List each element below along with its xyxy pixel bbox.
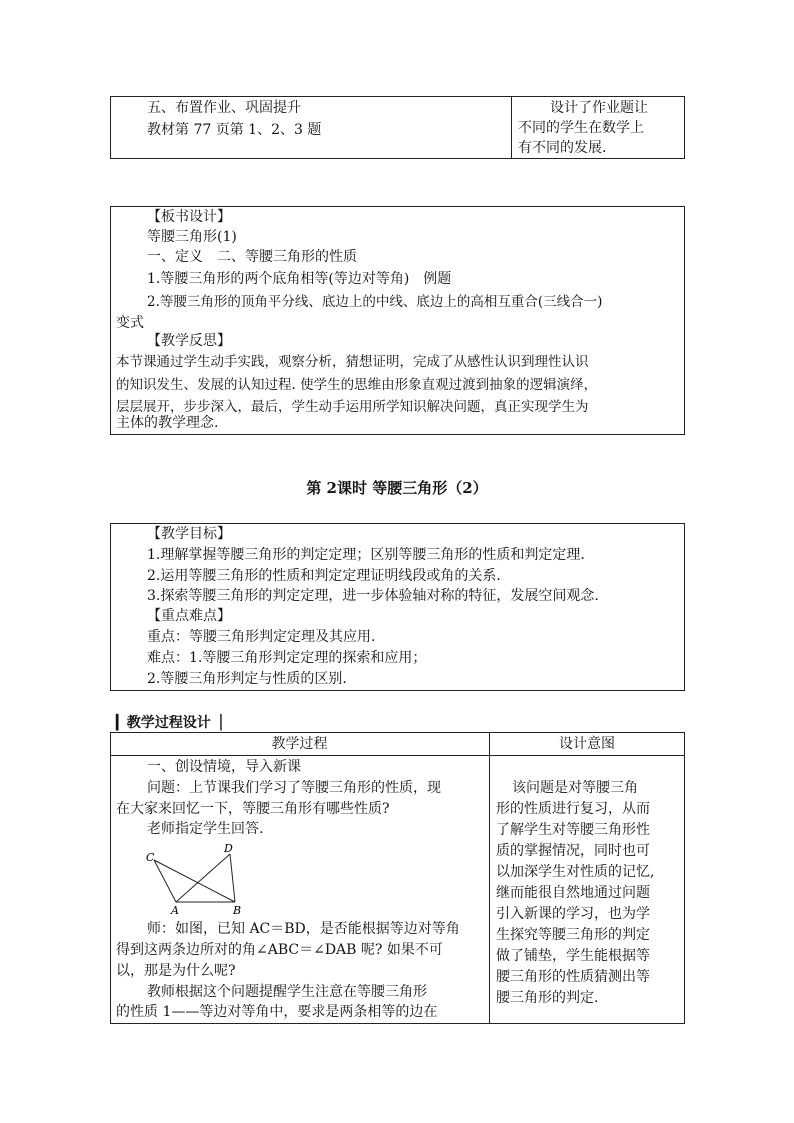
segment-cb xyxy=(154,860,235,902)
process-discussion-2: 得到这两条边所对的角∠ABC＝∠DAB 呢? 如果不可 xyxy=(116,942,443,958)
intent-line-5: 以加深学生对性质的记忆, xyxy=(496,864,655,880)
process-discussion-1: 师：如图，已知 AC＝BD，是否能根据等边对等角 xyxy=(147,921,460,937)
homework-textbook-ref: 教材第 77 页第 1、2、3 题 xyxy=(147,122,322,138)
intent-line-8: 生探究等腰三角形的判定 xyxy=(496,927,650,943)
homework-intent-line-1: 设计了作业题让 xyxy=(550,100,648,116)
intent-line-11: 腰三角形的判定. xyxy=(496,990,599,1006)
reflection-text-4: 主体的教学理念. xyxy=(116,415,219,431)
objective-2: 2.运用等腰三角形的性质和判定定理证明线段或角的关系. xyxy=(147,568,501,584)
intent-line-7: 引入新课的学习，也为学 xyxy=(496,906,650,922)
process-table-header-rule xyxy=(110,755,685,756)
segment-db xyxy=(230,854,235,902)
process-step-title: 一、创设情境，导入新课 xyxy=(147,759,301,775)
process-discussion-3: 以，那是为什么呢? xyxy=(116,963,236,979)
homework-intent-line-3: 有不同的发展. xyxy=(518,140,607,156)
intent-line-10: 腰三角形的性质猜测出等 xyxy=(496,969,650,985)
key-point: 重点：等腰三角形判定定理及其应用. xyxy=(147,629,376,645)
intent-column-header: 设计意图 xyxy=(559,736,615,752)
process-teacher-note: 老师指定学生回答. xyxy=(147,821,264,837)
board-design-property-2: 2.等腰三角形的顶角平分线、底边上的中线、底边上的高相互重合(三线合一) xyxy=(147,294,603,310)
board-design-outline: 一、定义 二、等腰三角形的性质 xyxy=(147,249,357,265)
homework-intent-line-2: 不同的学生在数学上 xyxy=(518,120,644,136)
board-design-topic: 等腰三角形(1) xyxy=(147,229,237,245)
process-discussion-5: 的性质 1——等边对等角中，要求是两条相等的边在 xyxy=(116,1004,438,1020)
objective-3: 3.探索等腰三角形的判定定理，进一步体验轴对称的特征，发展空间观念. xyxy=(147,588,599,604)
homework-step-title: 五、布置作业、巩固提升 xyxy=(147,100,301,116)
intent-line-9: 做了铺垫，学生能根据等 xyxy=(496,948,650,964)
difficulty-1: 难点：1.等腰三角形判定定理的探索和应用； xyxy=(147,650,427,666)
intent-line-1: 该问题是对等腰三角 xyxy=(512,780,638,796)
reflection-text-3: 层层展开，步步深入，最后，学生动手运用所学知识解决问题，真正实现学生为 xyxy=(116,399,589,415)
objectives-heading: 【教学目标】 xyxy=(147,526,231,542)
reflection-text-2: 的知识发生、发展的认知过程. 使学生的思维由形象直观过渡到抽象的逻辑演绎， xyxy=(116,377,598,393)
point-d-label: D xyxy=(224,842,233,855)
reflection-text-1: 本节课通过学生动手实践，观察分析，猜想证明，完成了从感性认识到理性认识 xyxy=(116,354,589,370)
process-table-divider xyxy=(489,732,490,1024)
process-question-1: 问题：上节课我们学习了等腰三角形的性质，现 xyxy=(147,780,441,796)
process-discussion-4: 教师根据这个问题提醒学生注意在等腰三角形 xyxy=(147,984,427,1000)
board-design-variant: 变式 xyxy=(116,315,144,331)
objective-1: 1.理解掌握等腰三角形的判定定理；区别等腰三角形的性质和判定定理. xyxy=(147,547,585,563)
point-a-label: A xyxy=(171,904,179,916)
intent-line-3: 了解学生对等腰三角形性 xyxy=(496,822,650,838)
point-b-label: B xyxy=(233,904,242,916)
intent-line-2: 形的性质进行复习，从而 xyxy=(496,801,650,817)
process-design-label: ▎教学过程设计▕ xyxy=(116,715,222,731)
homework-table-divider xyxy=(511,96,512,159)
intent-line-6: 继而能很自然地通过问题 xyxy=(496,885,650,901)
triangle-figure xyxy=(142,840,252,916)
difficulty-2: 2.等腰三角形判定与性质的区别. xyxy=(147,671,347,687)
segment-ca xyxy=(154,860,176,902)
process-question-2: 在大家来回忆一下，等腰三角形有哪些性质? xyxy=(116,801,390,817)
board-design-heading: 【板书设计】 xyxy=(147,209,231,225)
lesson-title: 第 2课时 等腰三角形（2） xyxy=(306,479,488,497)
point-c-label: C xyxy=(146,851,155,864)
reflection-heading: 【教学反思】 xyxy=(147,333,231,349)
board-design-property-1: 1.等腰三角形的两个底角相等(等边对等角) 例题 xyxy=(147,271,452,287)
intent-line-4: 质的掌握情况，同时也可 xyxy=(496,843,650,859)
key-points-heading: 【重点难点】 xyxy=(147,608,231,624)
process-column-header: 教学过程 xyxy=(271,736,328,752)
